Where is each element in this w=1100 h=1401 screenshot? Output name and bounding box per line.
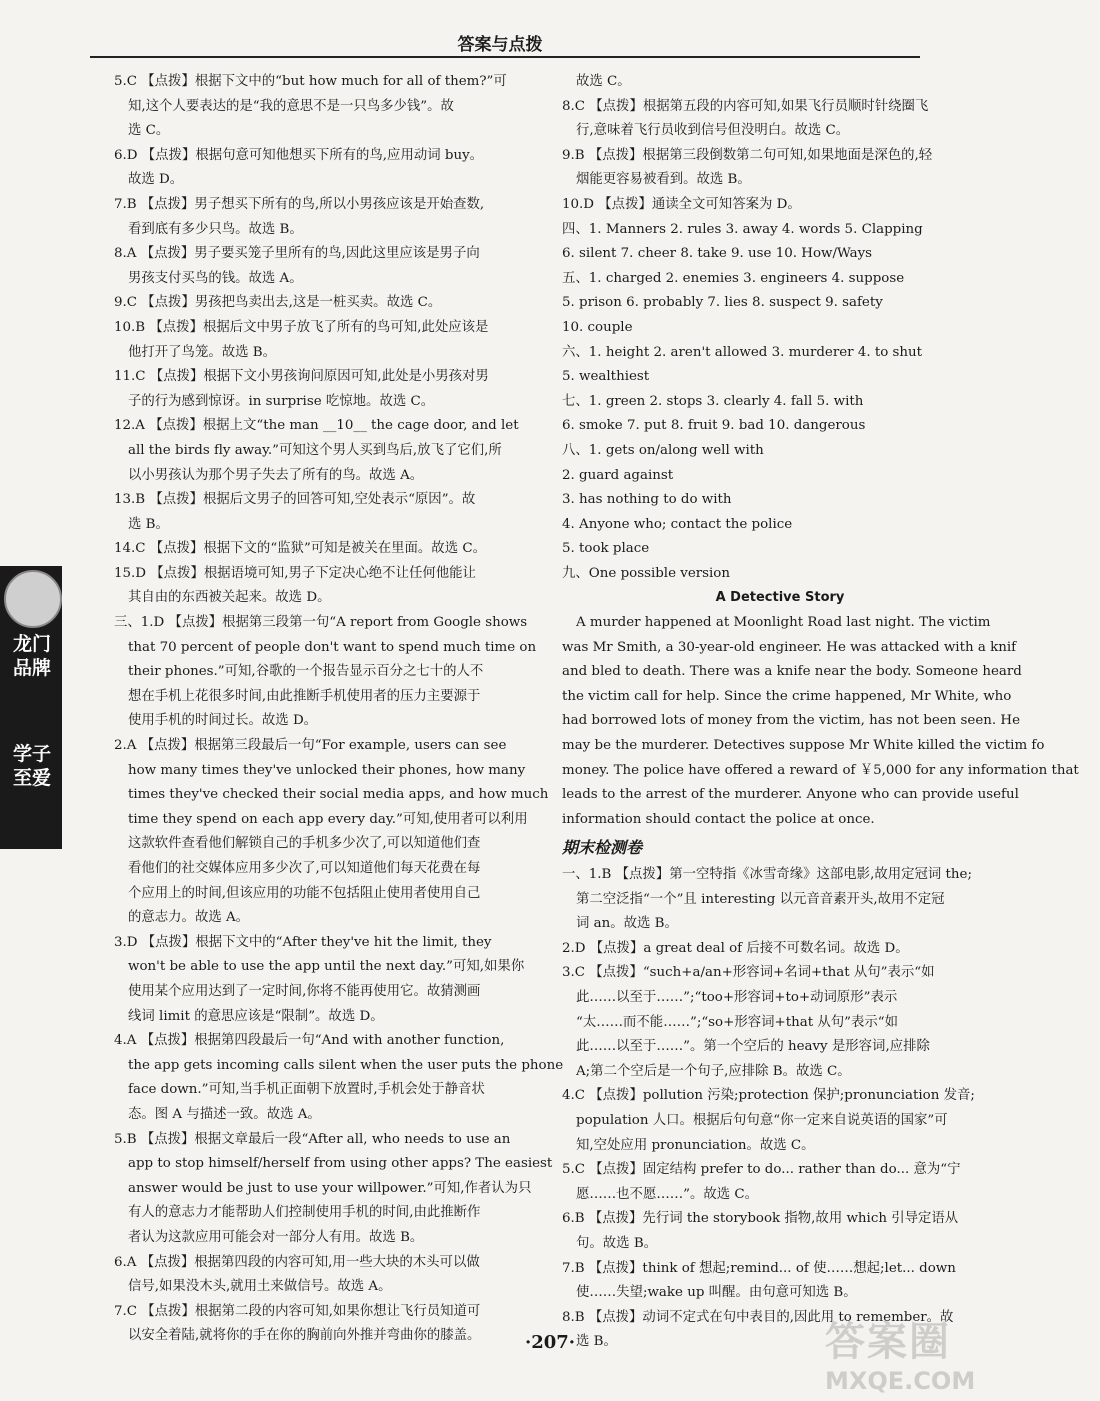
exam-answer-line: 此……以至于……”。第一个空后的 heavy 是形容词,应排除 bbox=[576, 1039, 930, 1055]
answer-line: 五、1. charged 2. enemies 3. engineers 4. suppose bbox=[562, 270, 905, 286]
answer-line: 9.C 【点拨】男孩把鸟卖出去,这是一桩买卖。故选 C。 bbox=[114, 295, 442, 311]
answer-line: all the birds fly away.”可知这个男人买到鸟后,放飞了它们,所 bbox=[128, 442, 502, 458]
answer-line: 行,意味着飞行员收到信号但没明白。故选 C。 bbox=[576, 123, 850, 139]
answer-line: the app gets incoming calls silent when the user puts the phone bbox=[128, 1057, 564, 1073]
story-line: A murder happened at Moonlight Road last night. The victim bbox=[576, 615, 991, 631]
answer-line: 故选 D。 bbox=[128, 172, 184, 188]
answer-line: 10.D 【点拨】通读全文可知答案为 D。 bbox=[562, 196, 801, 212]
brand-slogan-2 bbox=[12, 742, 52, 790]
exam-answer-line: 5.C 【点拨】固定结构 prefer to do... rather than do... 意为“宁 bbox=[562, 1162, 961, 1178]
answer-list-right bbox=[562, 70, 998, 586]
answer-line: 以小男孩认为那个男子失去了所有的鸟。故选 A。 bbox=[128, 467, 424, 483]
answer-line: 他打开了鸟笼。故选 B。 bbox=[128, 344, 277, 360]
exam-title: 期末检测卷 bbox=[562, 838, 643, 858]
exam-answer-line: 使……失望;wake up 叫醒。由句意可知选 B。 bbox=[576, 1285, 857, 1301]
answer-line: 选 B。 bbox=[128, 516, 169, 532]
answer-line: 八、1. gets on/along well with bbox=[562, 442, 764, 458]
answer-line: 三、1.D 【点拨】根据第三段第一句“A report from Google shows bbox=[114, 615, 528, 631]
answer-line: 这款软件查看他们解锁自己的手机多少次了,可以知道他们查 bbox=[128, 836, 481, 852]
exam-answer-line: 一、1.B 【点拨】第一空特指《冰雪奇缘》这部电影,故用定冠词 the; bbox=[562, 867, 972, 882]
exam-answer-line: 词 an。故选 B。 bbox=[576, 916, 678, 932]
story-line: information should contact the police at once. bbox=[562, 811, 875, 827]
brand-sidebar bbox=[0, 566, 62, 849]
page-number: ·207· bbox=[524, 1332, 576, 1353]
answer-line: 11.C 【点拨】根据下文小男孩询问原因可知,此处是小男孩对男 bbox=[114, 369, 489, 385]
answer-line: won't be able to use the app until the next day.”可知,如果你 bbox=[128, 959, 525, 975]
answer-line: 个应用上的时间,但该应用的功能不包括阻止使用者使用自己 bbox=[128, 885, 481, 901]
answer-line: that 70 percent of people don't want to spend much time on bbox=[128, 639, 537, 655]
answer-line: 6.D 【点拨】根据句意可知他想买下所有的鸟,应用动词 buy。 bbox=[114, 147, 484, 163]
exam-answer-line: 句。故选 B。 bbox=[576, 1235, 658, 1251]
answer-line: 5. prison 6. probably 7. lies 8. suspect 9. safety bbox=[562, 295, 883, 311]
story-line: had borrowed lots of money from the victim, has not been seen. He bbox=[562, 713, 1021, 729]
story-title: A Detective Story bbox=[715, 590, 845, 606]
answer-line: 7.C 【点拨】根据第二段的内容可知,如果你想让飞行员知道可 bbox=[114, 1303, 481, 1319]
answer-line: app to stop himself/herself from using other apps? The easiest bbox=[128, 1156, 553, 1172]
answer-line: face down.”可知,当手机正面朝下放置时,手机会处于静音状 bbox=[128, 1082, 485, 1098]
exam-answer-line: 4.C 【点拨】pollution 污染;protection 保护;pronunciation 发音; bbox=[562, 1088, 975, 1104]
answer-line: 使用某个应用达到了一定时间,你将不能再使用它。故猜测画 bbox=[128, 983, 481, 999]
exam-answer-line: 8.B 【点拨】动词不定式在句中表目的,因此用 to remember。故 bbox=[562, 1309, 954, 1325]
answer-line: 10.B 【点拨】根据后文中男子放飞了所有的鸟可知,此处应该是 bbox=[114, 319, 489, 335]
answer-line: 5.C 【点拨】根据下文中的“but how much for all of them?”可 bbox=[114, 74, 507, 89]
answer-line: 线词 limit 的意思应该是“限制”。故选 D。 bbox=[128, 1008, 384, 1024]
answer-line: 知,这个人要表达的是“我的意思不是一只鸟多少钱”。故 bbox=[128, 98, 454, 114]
answer-line: 以安全着陆,就将你的手在你的胸前向外推并弯曲你的膝盖。 bbox=[128, 1328, 481, 1344]
brand-slogan bbox=[12, 632, 52, 680]
exam-answers bbox=[562, 863, 998, 1355]
answer-line: 九、One possible version bbox=[562, 565, 730, 581]
slogan-line-1: 龙门品牌 bbox=[12, 633, 51, 679]
answer-line: 6. silent 7. cheer 8. take 9. use 10. How/Ways bbox=[562, 246, 873, 262]
answer-line: 5. took place bbox=[562, 541, 650, 557]
answer-line: 其自由的东西被关起来。故选 D。 bbox=[128, 590, 331, 606]
answer-line: 3.D 【点拨】根据下文中的“After they've hit the limit, they bbox=[114, 934, 492, 950]
exam-answer-line: 第二空泛指“一个”且 interesting 以元音音素开头,故用不定冠 bbox=[576, 891, 945, 907]
answer-line: 7.B 【点拨】男子想买下所有的鸟,所以小男孩应该是开始查数, bbox=[114, 196, 485, 212]
answer-line: answer would be just to use your willpower.”可知,作者认为只 bbox=[128, 1180, 532, 1196]
answer-line: 6.A 【点拨】根据第四段的内容可知,用一些大块的木头可以做 bbox=[114, 1254, 480, 1270]
story-line: and bled to death. There was a knife near the body. Someone heard bbox=[562, 664, 1022, 680]
answer-line: 看到底有多少只鸟。故选 B。 bbox=[128, 221, 303, 237]
answer-line: 男孩支付买鸟的钱。故选 A。 bbox=[128, 270, 303, 286]
slogan-line-2: 学子至爱 bbox=[12, 743, 51, 789]
watermark-text: 答案圈 bbox=[825, 1319, 951, 1365]
answer-line: 选 C。 bbox=[128, 123, 170, 139]
answer-line: 4.A 【点拨】根据第四段最后一句“And with another function, bbox=[114, 1033, 505, 1049]
answer-line: 的意志力。故选 A。 bbox=[128, 910, 250, 926]
story-line: was Mr Smith, a 30-year-old engineer. He was attacked with a knif bbox=[562, 639, 1017, 655]
answer-line: 者认为这款应用可能会对一部分人有用。故选 B。 bbox=[128, 1229, 424, 1245]
answer-line: 9.B 【点拨】根据第三段倒数第二句可知,如果地面是深色的,轻 bbox=[562, 147, 933, 163]
answer-line: their phones.”可知,谷歌的一个报告显示百分之七十的人不 bbox=[128, 664, 484, 680]
answer-line: 态。图 A 与描述一致。故选 A。 bbox=[128, 1106, 321, 1122]
answer-line: 四、1. Manners 2. rules 3. away 4. words 5. Clapping bbox=[562, 221, 923, 237]
answer-line: 使用手机的时间过长。故选 D。 bbox=[128, 713, 318, 729]
answer-line: 4. Anyone who; contact the police bbox=[562, 516, 793, 532]
answer-line: 8.A 【点拨】男子要买笼子里所有的鸟,因此这里应该是男子向 bbox=[114, 246, 480, 262]
exam-answer-line: population 人口。根据后句句意“你一定来自说英语的国家”可 bbox=[576, 1112, 948, 1128]
exam-answer-line: 愿……也不愿……”。故选 C。 bbox=[576, 1186, 759, 1202]
answer-line: times they've checked their social media apps, and how much bbox=[128, 787, 549, 803]
exam-answer-line: 6.B 【点拨】先行词 the storybook 指物,故用 which 引导定语从 bbox=[562, 1211, 959, 1227]
answer-line: 3. has nothing to do with bbox=[562, 492, 732, 508]
answer-line: 想在手机上花很多时间,由此推断手机使用者的压力主要源于 bbox=[128, 688, 481, 704]
answer-line: 六、1. height 2. aren't allowed 3. murderer 4. to shut bbox=[562, 344, 923, 360]
answer-line: 2. guard against bbox=[562, 467, 674, 483]
answer-line: 6. smoke 7. put 8. fruit 9. bad 10. dangerous bbox=[562, 418, 866, 434]
header-rule bbox=[90, 56, 920, 58]
page-header: 答案与点拨 bbox=[457, 35, 543, 55]
story-line: may be the murderer. Detectives suppose Mr White killed the victim fo bbox=[562, 738, 1045, 754]
answer-line: 烟能更容易被看到。故选 B。 bbox=[576, 172, 751, 188]
answer-line: 15.D 【点拨】根据语境可知,男子下定决心绝不让任何他能让 bbox=[114, 565, 476, 581]
answer-line: 故选 C。 bbox=[576, 74, 631, 89]
answer-line: 有人的意志力才能帮助人们控制使用手机的时间,由此推断作 bbox=[128, 1205, 481, 1221]
exam-answer-line: 7.B 【点拨】think of 想起;remind... of 使……想起;let... down bbox=[562, 1260, 956, 1276]
answer-line: 12.A 【点拨】根据上文“the man __10__ the cage door, and let bbox=[114, 418, 519, 434]
exam-answer-line: 选 B。 bbox=[576, 1334, 617, 1350]
answer-line: 14.C 【点拨】根据下文的“监狱”可知是被关在里面。故选 C。 bbox=[114, 541, 486, 557]
brand-logo-icon bbox=[4, 570, 62, 628]
answer-line: 看他们的社交媒体应用多少次了,可以知道他们每天花费在每 bbox=[128, 861, 481, 876]
story-body bbox=[562, 611, 1079, 832]
answer-line: 2.A 【点拨】根据第三段最后一句“For example, users can see bbox=[114, 738, 507, 754]
answer-line: 13.B 【点拨】根据后文男子的回答可知,空处表示“原因”。故 bbox=[114, 492, 476, 508]
exam-answer-line: 3.C 【点拨】“such+a/an+形容词+名词+that 从句”表示“如 bbox=[562, 965, 935, 981]
story-line: the victim call for help. Since the crime happened, Mr White, who bbox=[562, 688, 1012, 704]
answer-line: 信号,如果没木头,就用土来做信号。故选 A。 bbox=[128, 1279, 392, 1295]
answer-line: 5.B 【点拨】根据文章最后一段“After all, who needs to use an bbox=[114, 1131, 511, 1147]
right-column bbox=[562, 70, 1079, 1355]
exam-answer-line: 此……以至于……”;“too+形容词+to+动词原形”表示 bbox=[576, 989, 898, 1005]
answer-line: 10. couple bbox=[562, 319, 633, 335]
story-line: leads to the arrest of the murderer. Anyone who can provide useful bbox=[562, 787, 1019, 803]
detective-story bbox=[562, 586, 1079, 832]
answer-line: 子的行为感到惊讶。in surprise 吃惊地。故选 C。 bbox=[128, 393, 435, 409]
exam-answer-line: 2.D 【点拨】a great deal of 后接不可数名词。故选 D。 bbox=[562, 940, 909, 956]
watermark-logo bbox=[825, 1310, 995, 1395]
exam-answer-line: 知,空处应用 pronunciation。故选 C。 bbox=[576, 1137, 815, 1153]
answer-line: how many times they've unlocked their phones, how many bbox=[128, 762, 526, 778]
answer-line: 8.C 【点拨】根据第五段的内容可知,如果飞行员顺时针绕圈飞 bbox=[562, 98, 929, 114]
answer-line: 5. wealthiest bbox=[562, 369, 650, 385]
exam-answer-line: A;第二个空后是一个句子,应排除 B。故选 C。 bbox=[576, 1063, 851, 1079]
story-line: money. The police have offered a reward of ￥5,000 for any information that bbox=[562, 762, 1079, 778]
watermark-url: MXQE.COM bbox=[825, 1367, 976, 1395]
answer-line: time they spend on each app every day.”可知,使用者可以利用 bbox=[128, 811, 528, 827]
answer-line: 七、1. green 2. stops 3. clearly 4. fall 5. with bbox=[562, 393, 864, 409]
exam-answer-line: “太……而不能……”;“so+形容词+that 从句”表示“如 bbox=[576, 1014, 898, 1030]
